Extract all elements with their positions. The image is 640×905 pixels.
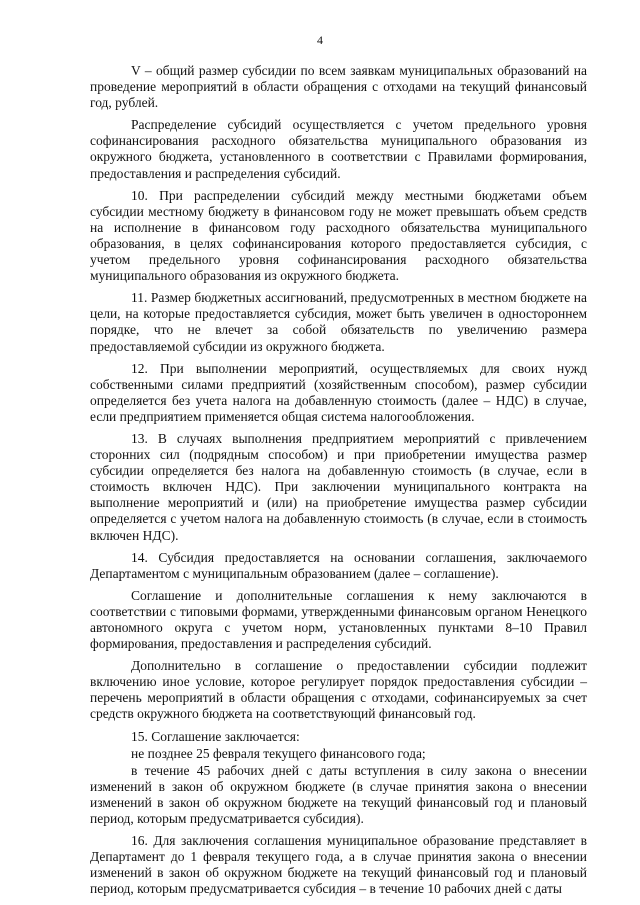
paragraph-item-15: 15. Соглашение заключается: [131, 728, 300, 744]
paragraph-item-14: 14. Субсидия предоставляется на основании соглашения, заключаемого Департаментом с муниципальным образованием (далее – соглашение). [90, 549, 587, 581]
paragraph-item-10: 10. При распределении субсидий между местными бюджетами объем субсидии местному бюджету в финансовом году не может превышать объем средств на исполнение в финансовом году расходного обязательства муниципального образования, в целях софинансирования которого предоставляется субсидия, с учетом предельного уровня софинансирования расходного обязательства муниципального образования из окружного бюджета. [90, 187, 587, 284]
paragraph-deadline-february: не позднее 25 февраля текущего финансового года; [131, 745, 426, 761]
paragraph-item-11: 11. Размер бюджетных ассигнований, предусмотренных в местном бюджете на цели, на которые предоставляется субсидия, может быть увеличен в одностороннем порядке, что не влечет за собой обязательств по увеличению размера предоставляемой субсидии из окружного бюджета. [90, 290, 587, 354]
page-number: 4 [317, 33, 323, 47]
paragraph-item-16: 16. Для заключения соглашения муниципальное образование представляет в Департамент до 1 февраля текущего года, а в случае принятия закона о внесении изменений в закон об окружном бюджете на текущий финансовый год и плановый период, которым предусматривается субсидия – в течение 10 рабочих дней с даты [90, 833, 587, 897]
paragraph-item-13: 13. В случаях выполнения предприятием мероприятий с привлечением сторонних сил (подрядным способом) и при приобретении имущества размер субсидии определяется без налога на добавленную стоимость (в случае, если в стоимость включен НДС). При заключении муниципального контракта на выполнение мероприятий и (или) на приобретение имущества размер субсидии определяется с учетом налога на добавленную стоимость (в случае, если в стоимость включен НДС). [90, 430, 587, 543]
paragraph-item-12: 12. При выполнении мероприятий, осуществляемых для своих нужд собственными силами предприятий (хозяйственным способом), размер субсидии определяется без учета налога на добавленную стоимость (далее – НДС) в случае, если предприятием применяется общая система налогообложения. [90, 360, 587, 424]
paragraph-additional-condition: Дополнительно в соглашение о предоставлении субсидии подлежит включению иное условие, которое регулирует порядок предоставления субсидии – перечень мероприятий в области обращения с отходами, софинансируемых за счет средств окружного бюджета на соответствующий финансовый год. [90, 658, 587, 722]
paragraph-subsidy-total-definition: V – общий размер субсидии по всем заявкам муниципальных образований на проведение мероприятий в области обращения с отходами на текущий финансовый год, рублей. [90, 63, 587, 111]
paragraph-distribution-cofinancing: Распределение субсидий осуществляется с учетом предельного уровня софинансирования расходного обязательства муниципального образования из окружного бюджета, установленного в соответствии с Правилами формирования, предоставления и распределения субсидий. [90, 117, 587, 181]
paragraph-agreement-forms: Соглашение и дополнительные соглашения к нему заключаются в соответствии с типовыми формами, утвержденными финансовым органом Ненецкого автономного округа с учетом норм, установленных пунктами 8–10 Правил формирования, предоставления и распределения субсидий. [90, 587, 587, 652]
paragraph-deadline-45-days: в течение 45 рабочих дней с даты вступления в силу закона о внесении изменений в закон об окружном бюджете (в случае принятия закона о внесении изменений в закон об окружном бюджете на текущий финансовый год и плановый период, которым предусматривается субсидия). [90, 762, 587, 827]
document-body [90, 63, 587, 904]
